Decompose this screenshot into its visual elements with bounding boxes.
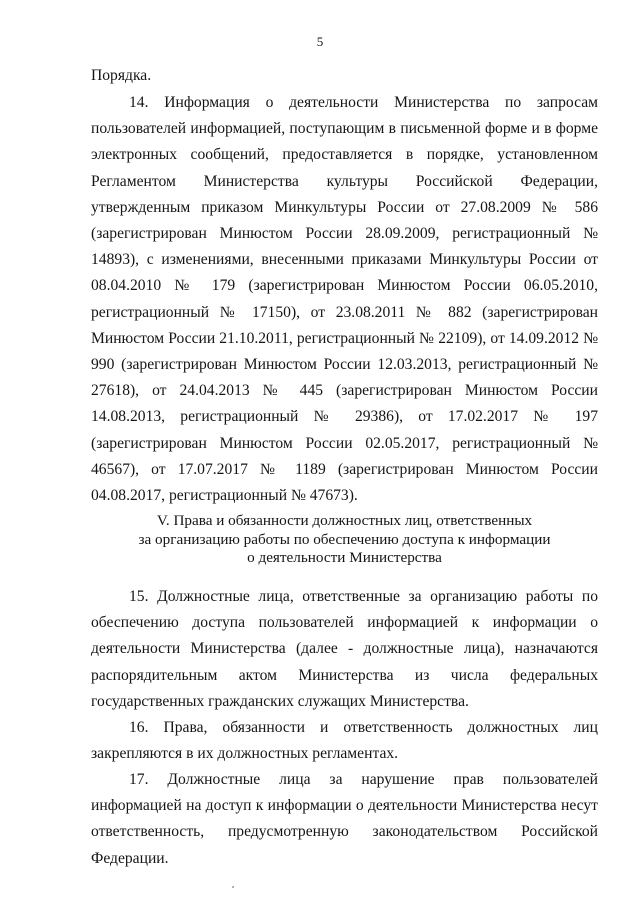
section-heading bbox=[91, 512, 598, 568]
section-heading-line-2: за организацию работы по обеспечению доступа к информации bbox=[138, 530, 551, 548]
section-heading-line-1: V. Права и обязанности должностных лиц, ответственных bbox=[156, 512, 533, 529]
page-number: 5 bbox=[316, 34, 324, 49]
paragraph-17: 17. Должностные лица за нарушение прав пользователей информацией на доступ к информации о деятельности Министерства несут ответственность, предусмотренную законодательством Российской Федерации. bbox=[91, 771, 598, 867]
paragraph-continuation: Порядка. bbox=[91, 67, 152, 84]
scan-speck bbox=[232, 886, 234, 888]
section-heading-line-3: о деятельности Министерства bbox=[247, 549, 442, 567]
paragraph-16: 16. Права, обязанности и ответственность должностных лиц закрепляются в их должностных регламентах. bbox=[91, 719, 598, 763]
paragraph-14: 14. Информация о деятельности Министерства по запросам пользователей информацией, поступающим в письменной форме и в форме электронных сообщений, предоставляется в порядке, установленном Регламентом Министерства культуры Российской Федерации, утвержденным приказом Минкультуры России от 27.08.2009 № 586 (зарегистрирован Минюстом России 28.09.2009, регистрационный № 14893), с изменениями, внесенными приказами Минкультуры России от 08.04.2010 № 179 (зарегистрирован Минюстом России 06.05.2010, регистрационный № 17150), от 23.08.2011 № 882 (зарегистрирован Минюстом России 21.10.2011, регистрационный № 22109), от 14.09.2012 № 990 (зарегистрирован Минюстом России 12.03.2013, регистрационный № 27618), от 24.04.2013 № 445 (зарегистрирован Минюстом России 14.08.2013, регистрационный № 29386), от 17.02.2017 № 197 (зарегистрирован Минюстом России 02.05.2017, регистрационный № 46567), от 17.07.2017 № 1189 (зарегистрирован Минюстом России 04.08.2017, регистрационный № 47673). bbox=[91, 94, 598, 505]
paragraph-15: 15. Должностные лица, ответственные за организацию работы по обеспечению доступа пользователей информацией к информации о деятельности Министерства (далее - должностные лица), назначаются распорядительным актом Министерства из числа федеральных государственных гражданских служащих Министерства. bbox=[91, 588, 598, 710]
